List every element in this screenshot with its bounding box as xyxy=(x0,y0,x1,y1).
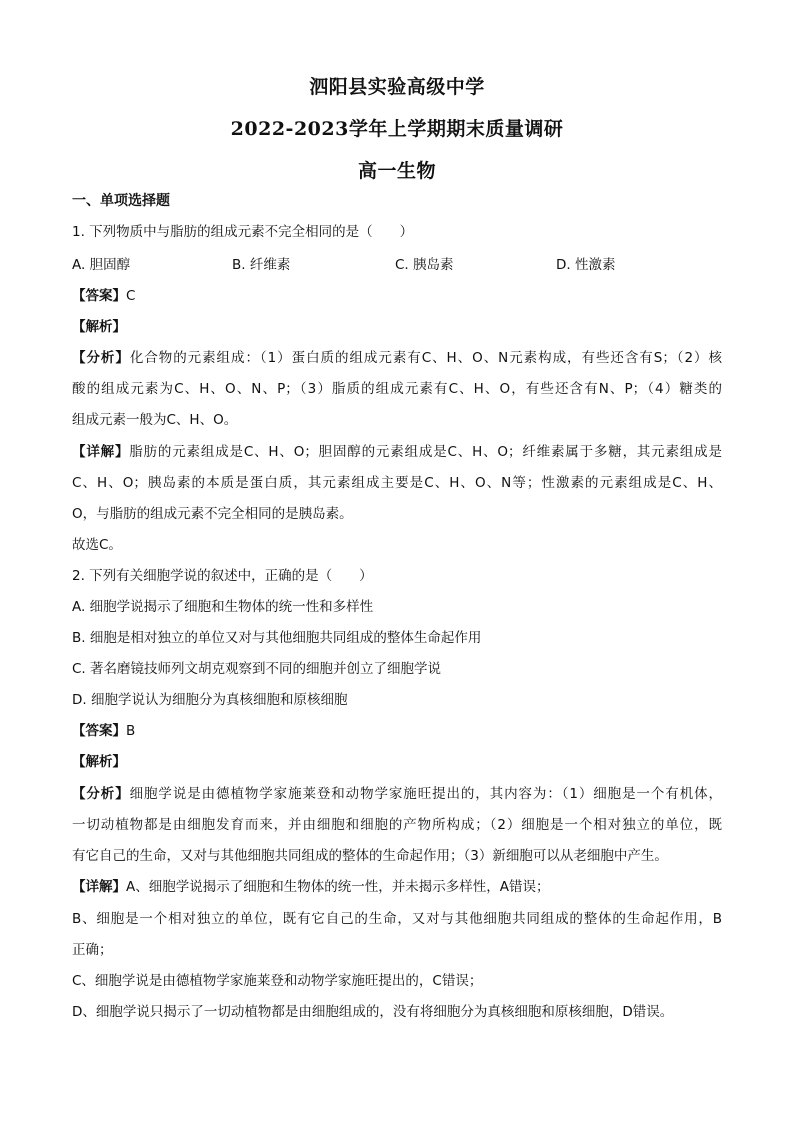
q2-analysis-line-1 xyxy=(72,785,722,803)
q1-analysis-line-3: 组成元素一般为C、H、O。 xyxy=(72,412,238,428)
q2-answer xyxy=(72,722,135,740)
detail-tag: 【详解】 xyxy=(72,444,130,460)
answer-tag: 【答案】 xyxy=(72,288,126,304)
text: 脂肪的元素组成是C、H、O；胆固醇的元素组成是C、H、O；纤维素属于多糖，其元素组成是 xyxy=(129,444,722,460)
q1-option-a: A. 胆固醇 xyxy=(72,257,131,273)
answer-value: B xyxy=(126,723,136,739)
exam-title: 2022-2023学年上学期期末质量调研 xyxy=(230,118,564,140)
q1-jiexi: 【解析】 xyxy=(72,319,126,335)
q1-conclusion: 故选C。 xyxy=(72,537,122,553)
school-title: 泗阳县实验高级中学 xyxy=(309,76,485,98)
q2-analysis-line-2: 一切动植物都是由细胞发育而来，并由细胞和细胞的产物所构成；（2）细胞是一个相对独立的单位，既 xyxy=(72,817,722,833)
q1-detail-line-1 xyxy=(72,443,722,461)
q2-detail-line-1 xyxy=(72,878,549,896)
q2-detail-line-5: D、细胞学说只揭示了一切动植物都是由细胞组成的，没有将细胞分为真核细胞和原核细胞，D错误。 xyxy=(72,1004,674,1020)
q1-detail-line-2: C、H、O；胰岛素的本质是蛋白质，其元素组成主要是C、H、O、N等；性激素的元素组成是C、H、 xyxy=(72,475,722,491)
q2-detail-line-4: C、细胞学说是由德植物学家施莱登和动物学家施旺提出的，C错误； xyxy=(72,973,483,989)
analysis-tag: 【分析】 xyxy=(72,350,130,366)
section-heading: 一、单项选择题 xyxy=(72,193,170,209)
q1-analysis-line-1 xyxy=(72,349,722,367)
q1-option-d: D. 性激素 xyxy=(556,257,616,273)
q2-option-c: C. 著名磨镜技师列文胡克观察到不同的细胞并创立了细胞学说 xyxy=(72,661,442,677)
q2-detail-line-3: 正确； xyxy=(72,942,113,958)
subject-title: 高一生物 xyxy=(357,160,436,182)
answer-tag: 【答案】 xyxy=(72,723,126,739)
text: A、细胞学说揭示了细胞和生物体的统一性，并未揭示多样性，A错误； xyxy=(126,879,550,895)
q2-option-b: B. 细胞是相对独立的单位又对与其他细胞共同组成的整体生命起作用 xyxy=(72,630,482,646)
answer-value: C xyxy=(126,288,136,304)
text: 化合物的元素组成：（1）蛋白质的组成元素有C、H、O、N元素构成，有些还含有S；（2）核 xyxy=(129,350,722,366)
q1-answer xyxy=(72,287,135,305)
analysis-tag: 【分析】 xyxy=(72,786,130,802)
detail-tag: 【详解】 xyxy=(72,879,126,895)
q2-option-a: A. 细胞学说揭示了细胞和生物体的统一性和多样性 xyxy=(72,599,374,615)
q2-detail-line-2: B、细胞是一个相对独立的单位，既有它自己的生命，又对与其他细胞共同组成的整体的生命起作用，B xyxy=(72,911,722,927)
q2-option-d: D. 细胞学说认为细胞分为真核细胞和原核细胞 xyxy=(72,692,348,708)
q1-option-c: C. 胰岛素 xyxy=(395,257,454,273)
q2-stem: 2. 下列有关细胞学说的叙述中，正确的是（ ） xyxy=(72,568,373,584)
text: 细胞学说是由德植物学家施莱登和动物学家施旺提出的，其内容为：（1）细胞是一个有机体， xyxy=(129,786,723,802)
q1-analysis-line-2: 酸的组成元素为C、H、O、N、P；（3）脂质的组成元素有C、H、O，有些还含有N、P；（4）糖类的 xyxy=(72,381,722,397)
q2-jiexi: 【解析】 xyxy=(72,754,126,770)
q1-option-b: B. 纤维素 xyxy=(232,257,291,273)
q1-stem: 1. 下列物质中与脂肪的组成元素不完全相同的是（ ） xyxy=(72,224,414,240)
q1-detail-line-3: O，与脂肪的组成元素不完全相同的是胰岛素。 xyxy=(72,506,353,522)
q2-analysis-line-3: 有它自己的生命，又对与其他细胞共同组成的整体的生命起作用；（3）新细胞可以从老细胞中产生。 xyxy=(72,848,668,864)
